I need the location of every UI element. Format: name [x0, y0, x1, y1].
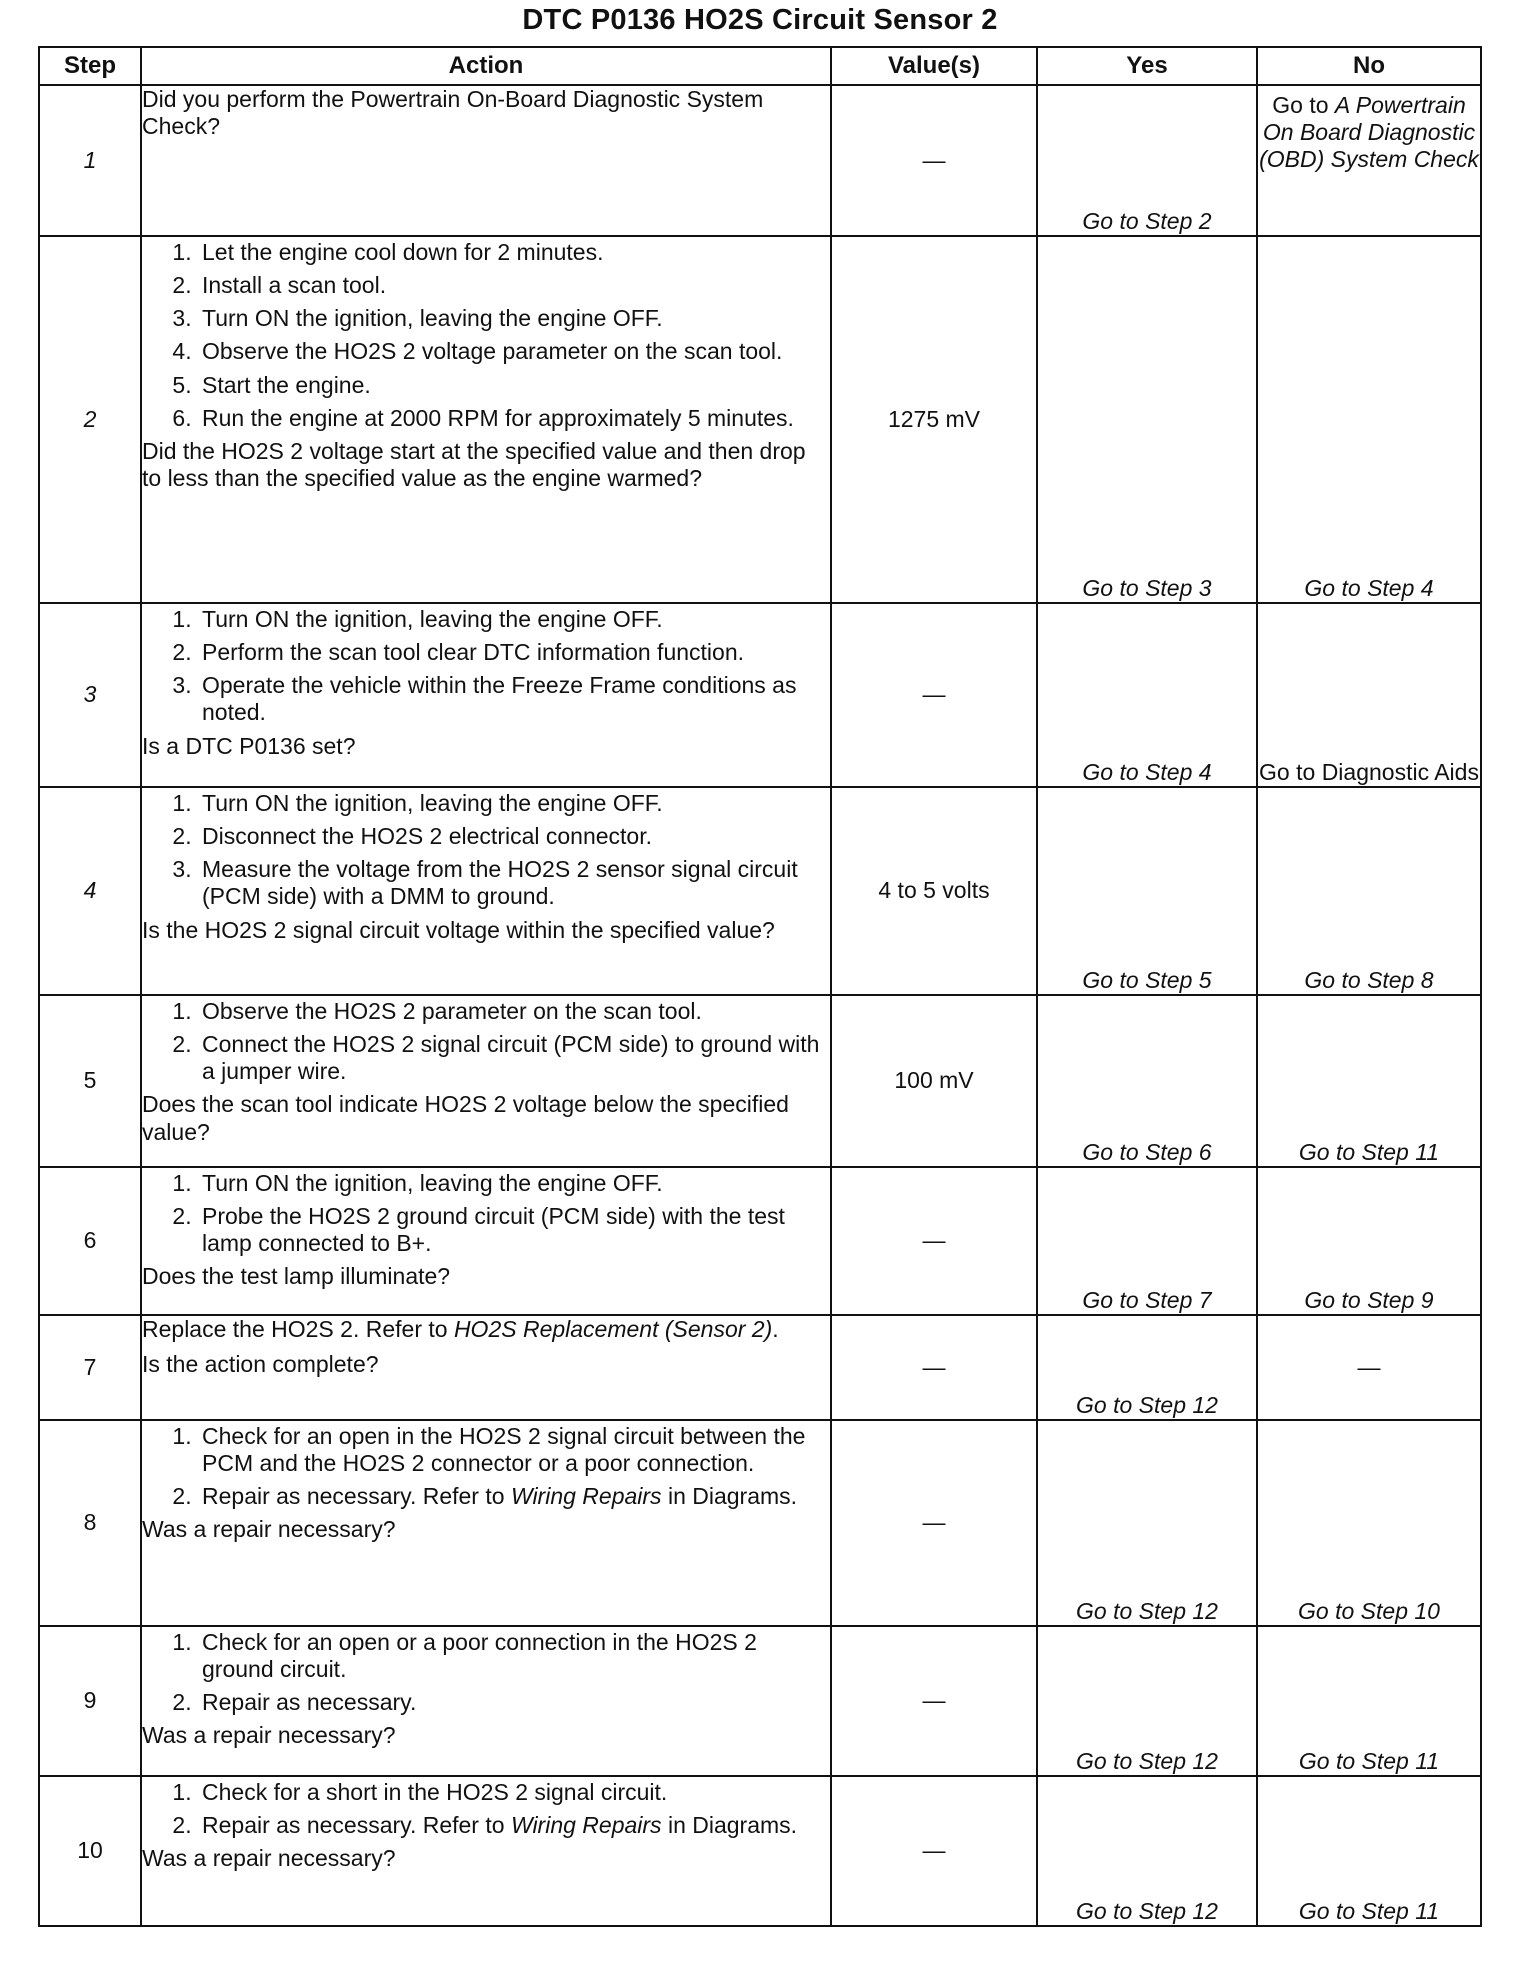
step-number: 10	[39, 1776, 141, 1926]
action-steps	[142, 998, 830, 1085]
step-text-prefix: Repair as necessary. Refer to	[202, 1483, 511, 1510]
action-cell	[141, 85, 831, 236]
action-steps	[142, 1779, 830, 1839]
action-steps	[142, 1423, 830, 1510]
action-cell	[141, 1626, 831, 1776]
action-step: 1. Let the engine cool down for 2 minutes.	[198, 239, 830, 266]
step-text-prefix: Repair as necessary. Refer to	[202, 1812, 511, 1839]
no-cell: Go to Step 10	[1257, 1420, 1481, 1626]
page-title: DTC P0136 HO2S Circuit Sensor 2	[522, 4, 998, 36]
action-question: Is the HO2S 2 signal circuit voltage within the specified value?	[142, 916, 775, 943]
action-step: 4. Observe the HO2S 2 voltage parameter on the scan tool.	[198, 338, 830, 365]
action-cell	[141, 603, 831, 787]
step-text-suffix: in Diagrams.	[661, 1812, 798, 1839]
action-question: Was a repair necessary?	[142, 1722, 396, 1749]
action-step: 3. Operate the vehicle within the Freeze Frame conditions as noted.	[198, 672, 830, 726]
yes-cell: Go to Step 3	[1037, 236, 1257, 603]
header-yes: Yes	[1037, 47, 1257, 85]
yes-cell: Go to Step 12	[1037, 1315, 1257, 1420]
step-number: 8	[39, 1420, 141, 1626]
step-reference: Wiring Repairs	[510, 1812, 662, 1839]
action-step: 6. Run the engine at 2000 RPM for approximately 5 minutes.	[198, 405, 830, 432]
step-number: 2	[39, 236, 141, 603]
yes-cell: Go to Step 2	[1037, 85, 1257, 236]
yes-cell: Go to Step 6	[1037, 995, 1257, 1167]
no-cell: Go to Step 11	[1257, 995, 1481, 1167]
action-steps	[142, 790, 830, 911]
diagnostic-table	[38, 46, 1482, 1927]
no-cell: Go to Step 8	[1257, 787, 1481, 995]
yes-cell: Go to Step 4	[1037, 603, 1257, 787]
no-reference: A Powertrain On Board Diagnostic (OBD) System Check	[1259, 92, 1479, 173]
table-row	[39, 1776, 1481, 1926]
action-step: 2. Install a scan tool.	[198, 272, 830, 299]
yes-cell: Go to Step 12	[1037, 1776, 1257, 1926]
step-number: 4	[39, 787, 141, 995]
table-row	[39, 1167, 1481, 1315]
header-no: No	[1257, 47, 1481, 85]
action-step: 2. Connect the HO2S 2 signal circuit (PCM side) to ground with a jumper wire.	[198, 1031, 830, 1085]
step-number: 1	[39, 85, 141, 236]
action-step: 3. Turn ON the ignition, leaving the engine OFF.	[198, 305, 830, 332]
action-step: 2. Probe the HO2S 2 ground circuit (PCM side) with the test lamp connected to B+.	[198, 1203, 830, 1257]
step-number: 3	[39, 603, 141, 787]
value-cell: —	[831, 1776, 1037, 1926]
value-cell: —	[831, 603, 1037, 787]
table-row	[39, 1626, 1481, 1776]
action-cell	[141, 1167, 831, 1315]
action-question: Is the action complete?	[142, 1351, 379, 1378]
action-step: 1. Check for an open in the HO2S 2 signal circuit between the PCM and the HO2S 2 connector or a poor connection.	[198, 1423, 830, 1477]
header-values: Value(s)	[831, 47, 1037, 85]
action-question: Is a DTC P0136 set?	[142, 732, 356, 759]
step-reference: Wiring Repairs	[510, 1483, 662, 1510]
table-row	[39, 603, 1481, 787]
action-step	[198, 1483, 830, 1510]
table-row	[39, 236, 1481, 603]
action-step: 3. Measure the voltage from the HO2S 2 sensor signal circuit (PCM side) with a DMM to ground.	[198, 856, 830, 910]
yes-cell: Go to Step 12	[1037, 1420, 1257, 1626]
action-steps	[142, 239, 830, 432]
action-cell	[141, 1315, 831, 1420]
action-question: Was a repair necessary?	[142, 1845, 396, 1872]
no-cell: Go to Step 9	[1257, 1167, 1481, 1315]
value-cell: —	[831, 1315, 1037, 1420]
action-step: 1. Turn ON the ignition, leaving the engine OFF.	[198, 606, 830, 633]
action-step: 1. Observe the HO2S 2 parameter on the scan tool.	[198, 998, 830, 1025]
action-question: Was a repair necessary?	[142, 1516, 396, 1543]
action-step	[198, 1812, 830, 1839]
action-question: Does the scan tool indicate HO2S 2 voltage below the specified value?	[142, 1091, 789, 1145]
header-action: Action	[141, 47, 831, 85]
yes-cell: Go to Step 5	[1037, 787, 1257, 995]
action-step: 5. Start the engine.	[198, 372, 830, 399]
header-step: Step	[39, 47, 141, 85]
no-cell: Go to Diagnostic Aids	[1257, 603, 1481, 787]
action-steps	[142, 606, 830, 727]
action-cell	[141, 995, 831, 1167]
table-row	[39, 1315, 1481, 1420]
no-cell	[1257, 85, 1481, 236]
action-cell	[141, 787, 831, 995]
no-cell: Go to Step 4	[1257, 236, 1481, 603]
action-step: 1. Check for a short in the HO2S 2 signal circuit.	[198, 1779, 830, 1806]
step-number: 9	[39, 1626, 141, 1776]
value-cell: —	[831, 1167, 1037, 1315]
value-cell: 100 mV	[831, 995, 1037, 1167]
action-question: Does the test lamp illuminate?	[142, 1263, 451, 1290]
no-cell: —	[1257, 1315, 1481, 1420]
step-number: 6	[39, 1167, 141, 1315]
table-row	[39, 1420, 1481, 1626]
action-question: Did you perform the Powertrain On-Board Diagnostic System Check?	[142, 86, 764, 140]
no-cell: Go to Step 11	[1257, 1776, 1481, 1926]
table-row	[39, 85, 1481, 236]
instruction-prefix: Replace the HO2S 2. Refer to	[142, 1316, 454, 1342]
step-number: 7	[39, 1315, 141, 1420]
action-step: 2. Perform the scan tool clear DTC information function.	[198, 639, 830, 666]
step-number: 5	[39, 995, 141, 1167]
value-cell: 4 to 5 volts	[831, 787, 1037, 995]
action-cell	[141, 236, 831, 603]
instruction-reference: HO2S Replacement (Sensor 2)	[453, 1316, 773, 1342]
action-step: 1. Turn ON the ignition, leaving the engine OFF.	[198, 1170, 830, 1197]
action-step: 2. Disconnect the HO2S 2 electrical connector.	[198, 823, 830, 850]
action-step: 1. Turn ON the ignition, leaving the engine OFF.	[198, 790, 830, 817]
action-step: 1. Check for an open or a poor connection in the HO2S 2 ground circuit.	[198, 1629, 830, 1683]
value-cell: 1275 mV	[831, 236, 1037, 603]
value-cell: —	[831, 1420, 1037, 1626]
yes-cell: Go to Step 12	[1037, 1626, 1257, 1776]
action-cell	[141, 1776, 831, 1926]
action-steps	[142, 1170, 830, 1257]
action-cell	[141, 1420, 831, 1626]
step-text-suffix: in Diagrams.	[661, 1483, 798, 1510]
instruction-suffix: .	[772, 1316, 779, 1342]
table-row	[39, 995, 1481, 1167]
no-cell: Go to Step 11	[1257, 1626, 1481, 1776]
table-row	[39, 787, 1481, 995]
action-question: Did the HO2S 2 voltage start at the specified value and then drop to less than the specified value as the engine warmed?	[142, 437, 806, 491]
value-cell: —	[831, 1626, 1037, 1776]
action-steps	[142, 1629, 830, 1716]
value-cell: —	[831, 85, 1037, 236]
yes-cell: Go to Step 7	[1037, 1167, 1257, 1315]
no-prefix: Go to	[1272, 92, 1335, 118]
action-step: 2. Repair as necessary.	[198, 1689, 830, 1716]
action-instruction	[142, 1316, 830, 1343]
table-header-row	[39, 47, 1481, 85]
